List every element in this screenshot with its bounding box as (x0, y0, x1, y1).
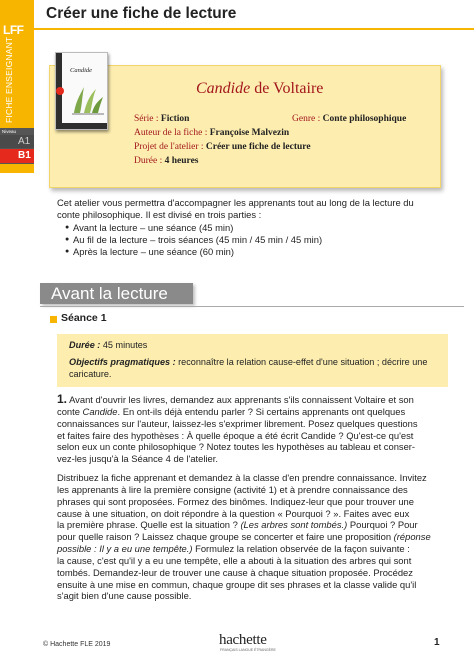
parts-list (57, 222, 447, 259)
serie-value: Fiction (160, 114, 190, 124)
p2-line-5-start: la première phrase. Quelle est la situation ? (57, 519, 241, 531)
p2-line-5-rest: Pourquoi ? Pour (347, 519, 418, 531)
book-title-rest: de Voltaire (250, 80, 324, 97)
objectives-text (69, 340, 439, 380)
p1-line-2-italic: Candide (82, 405, 118, 417)
objectifs-row (69, 357, 439, 369)
p2-line-5 (57, 519, 447, 531)
paragraph-2 (57, 472, 447, 602)
p2-line-7-start: possible : (57, 543, 100, 555)
p2-line-7-italic: Il y a eu une tempête.) (99, 543, 193, 555)
niveau-label: Niveau (2, 129, 17, 134)
p1-line-1 (57, 394, 447, 406)
p2-line-4: cause à une situation, on doit répondre à la question « Pourquoi ? ». Faites avec eux (57, 507, 410, 519)
paragraph-1 (57, 394, 447, 465)
p2-line-7-rest: Formulez la relation observée de la façon suivante : (192, 543, 410, 555)
list-item (57, 234, 447, 246)
p2-line-6 (57, 531, 447, 543)
p2-line-8: la cause, c'est qu'il y a eu une tempête, elle a abouti à la situation des arbres qui sont (57, 554, 412, 566)
page-title: Créer une fiche de lecture (46, 5, 237, 22)
p1-line-2 (57, 406, 447, 418)
genre-line (292, 114, 406, 124)
duree-value-seance: 45 minutes (100, 340, 148, 350)
p2-line-2: les apprenants à lire la première consigne (activité 1) et à prendre connaissance des (57, 483, 408, 495)
objectifs-label: Objectifs pragmatiques : (69, 356, 176, 367)
p2-line-7 (57, 543, 447, 555)
list-item (57, 222, 447, 234)
p2-line-6-italic: (réponse (393, 531, 431, 543)
list-item-text: Avant la lecture – une séance (45 min) (73, 221, 234, 233)
serie-label: Série : (134, 114, 161, 124)
sidebar-yellow-tail (0, 164, 34, 173)
section-title: Avant la lecture (51, 284, 168, 303)
p2-line-9: tombés. Demandez-leur de trouver une cause à chaque situation proposée. Procédez (57, 566, 413, 578)
intro-line-2: conte philosophique. Il est divisé en trois parties : (57, 209, 262, 221)
bullet-icon: ● (65, 248, 70, 256)
projet-line (134, 142, 311, 152)
p2-line-1: Distribuez la fiche apprenant et demandez à la classe d'en prendre connaissance. Invitez (57, 472, 427, 483)
intro-line-1: Cet atelier vous permettra d'accompagner les apprenants tout au long de la lecture du (57, 197, 414, 208)
lff-logo: LFF (3, 23, 24, 37)
duree-label-seance: Durée : (69, 340, 101, 350)
p2-line-5-italic: (Les arbres sont tombés.) (240, 519, 348, 531)
p2-line-6-start: pour quelle raison ? Laissez chaque groupe se concerter et faire une proposition (57, 531, 394, 543)
duree-line (134, 156, 198, 166)
step-number: 1. (57, 392, 68, 406)
objectifs-line-1: reconnaître la relation cause-effet d'une situation ; décrire une (175, 356, 428, 367)
serie-line (134, 114, 189, 124)
book-title-italic: Candide (196, 80, 251, 97)
level-a1: A1 (0, 135, 34, 148)
genre-label: Genre : (292, 114, 323, 124)
seance-title: Séance 1 (61, 312, 107, 324)
p1-line-6: vez-les jusqu'à la Séance 4 de l'atelier. (57, 453, 218, 465)
list-item (57, 246, 447, 258)
duree-row (69, 340, 439, 352)
level-b1: B1 (0, 149, 34, 163)
cover-illustration (70, 81, 106, 117)
hachette-logo-subtitle: FRANÇAIS LANGUE ÉTRANGÈRE (220, 648, 276, 652)
duree-label: Durée : (134, 156, 165, 166)
book-cover-image (55, 52, 108, 130)
bullet-icon: ● (65, 223, 70, 231)
seance-square-icon (50, 316, 57, 323)
copyright: © Hachette FLE 2019 (43, 641, 111, 648)
section-banner (40, 283, 193, 304)
p2-line-11: s'agit bien d'une cause possible. (57, 590, 192, 602)
p1-line-2-rest: . En ont-ils déjà entendu parler ? Si certains apprenants ont quelques (117, 405, 406, 417)
list-item-text: Après la lecture – une séance (60 min) (73, 246, 235, 258)
genre-value: Conte philosophique (322, 114, 407, 124)
cover-title: Candide (70, 67, 93, 74)
p1-line-4: et faites faire des hypothèses : À quelle époque a été écrit Candide ? Qu'est-ce qu'est (57, 429, 414, 441)
p1-line-1-text: Avant d'ouvrir les livres, demandez aux apprenants s'ils connaissent Voltaire et son (67, 394, 414, 405)
p1-line-5: selon eux un conte philosophique ? Notez toutes les hypothèses au tableau et conser- (57, 441, 416, 453)
cover-dot (56, 87, 64, 95)
auteur-label: Auteur de la fiche : (134, 128, 210, 138)
p1-line-2-start: conte (57, 405, 83, 417)
book-title (196, 80, 323, 98)
auteur-value: Françoise Malvezin (209, 128, 290, 138)
bullet-icon: ● (65, 235, 70, 243)
auteur-line (134, 128, 289, 138)
p2-line-3: phrases qui sont proposées. Formez des binômes. Indiquez-leur que pour trouver une (57, 495, 414, 507)
section-divider (40, 306, 464, 307)
sidebar (0, 0, 34, 670)
projet-value: Créer une fiche de lecture (205, 142, 311, 152)
list-item-text: Au fil de la lecture – trois séances (45 min / 45 min / 45 min) (73, 233, 323, 245)
fiche-enseignant-label: FICHE ENSEIGNANT (4, 36, 14, 123)
objectifs-line-2: caricature. (69, 368, 112, 379)
hachette-logo: hachette (219, 632, 267, 648)
duree-value: 4 heures (164, 156, 199, 166)
header-divider (34, 28, 474, 30)
page-number: 1 (434, 637, 440, 648)
projet-label: Projet de l'atelier : (134, 142, 206, 152)
intro-text (57, 197, 447, 258)
p2-line-10: ensuite à une mise en commun, chaque groupe dit ses phrases et la classe valide qu'il (57, 578, 417, 590)
cover-footer-band (56, 123, 107, 129)
p1-line-3: connaissances sur l'auteur, laissez-les s'exprimer librement. Posez quelques questions (57, 417, 418, 429)
